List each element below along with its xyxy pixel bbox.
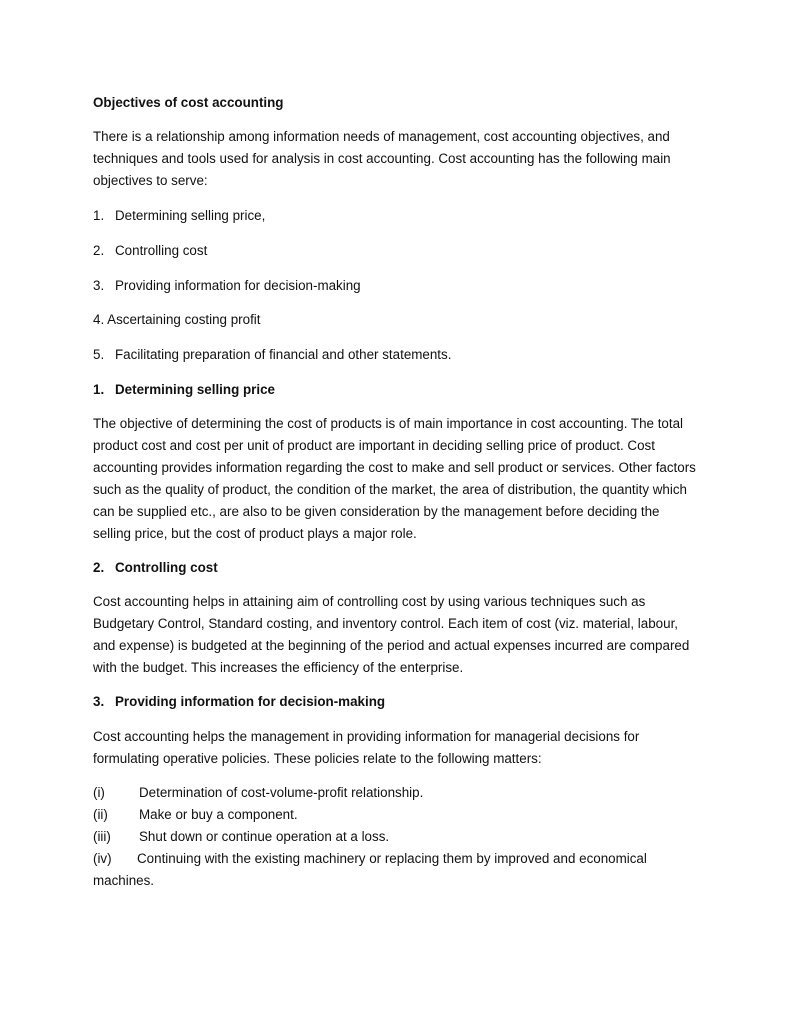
section-title: Determining selling price: [115, 382, 275, 397]
objective-number: 3.: [93, 278, 105, 293]
objective-item-2: [93, 240, 207, 262]
objective-number: 4.: [93, 312, 105, 327]
section-body-3: Cost accounting helps the management in providing information for managerial decisions for formulating operative policies. These policies relate to the following matters:: [93, 729, 640, 766]
list-item: [93, 848, 698, 892]
list-item-text: Continuing with the existing machinery or replacing them by improved and economical machines.: [93, 851, 647, 888]
list-item: [93, 804, 698, 826]
section-body-2: Cost accounting helps in attaining aim of controlling cost by using various techniques such as Budgetary Control, Standard costing, and inventory control. Each item of cost (viz. material, labour, and expense) is budgeted at the beginning of the period and actual expenses incurred are compared with the budget. This increases the efficiency of the enterprise.: [93, 594, 690, 675]
section-number: 3.: [93, 694, 105, 709]
list-item-number: (iii): [93, 829, 111, 844]
list-item: [93, 782, 698, 804]
section-title: Providing information for decision-making: [115, 694, 386, 709]
objective-text: Determining selling price,: [115, 208, 266, 223]
list-item-text: Shut down or continue operation at a loss.: [139, 829, 390, 844]
list-item-number: (iv): [93, 851, 112, 866]
objective-number: 1.: [93, 208, 105, 223]
intro-paragraph: There is a relationship among information needs of management, cost accounting objectives, and techniques and tools used for analysis in cost accounting. Cost accounting has the following main objectives to serve:: [93, 129, 671, 188]
section-heading-1: [93, 379, 275, 401]
section-body-1: The objective of determining the cost of products is of main importance in cost accounting. The total product cost and cost per unit of product are important in deciding selling price of product. Cost accounting provides information regarding the cost to make and sell product or services. Other factors such as the quality of product, the condition of the market, the area of distribution, the quantity which can be supplied etc., are also to be given consideration by the management before deciding the selling price, but the cost of product plays a major role.: [93, 416, 696, 541]
list-item-number: (i): [93, 785, 105, 800]
objective-item-4: [93, 309, 260, 331]
list-item-text: Make or buy a component.: [139, 807, 298, 822]
list-item: [93, 826, 698, 848]
objective-number: 5.: [93, 347, 105, 362]
list-item-number: (ii): [93, 807, 108, 822]
page-title: Objectives of cost accounting: [93, 95, 284, 110]
section-number: 2.: [93, 560, 105, 575]
objective-item-1: [93, 205, 265, 227]
section-heading-2: [93, 557, 218, 579]
objective-item-5: [93, 344, 451, 366]
section-number: 1.: [93, 382, 105, 397]
objective-text: Facilitating preparation of financial and other statements.: [115, 347, 452, 362]
objective-item-3: [93, 275, 361, 297]
section-title: Controlling cost: [115, 560, 218, 575]
list-item-text: Determination of cost-volume-profit relationship.: [139, 785, 424, 800]
objective-number: 2.: [93, 243, 105, 258]
matters-list: [93, 782, 698, 892]
section-heading-3: [93, 691, 385, 713]
objective-text: Providing information for decision-making: [115, 278, 361, 293]
objective-text: Ascertaining costing profit: [107, 312, 261, 327]
objective-text: Controlling cost: [115, 243, 208, 258]
